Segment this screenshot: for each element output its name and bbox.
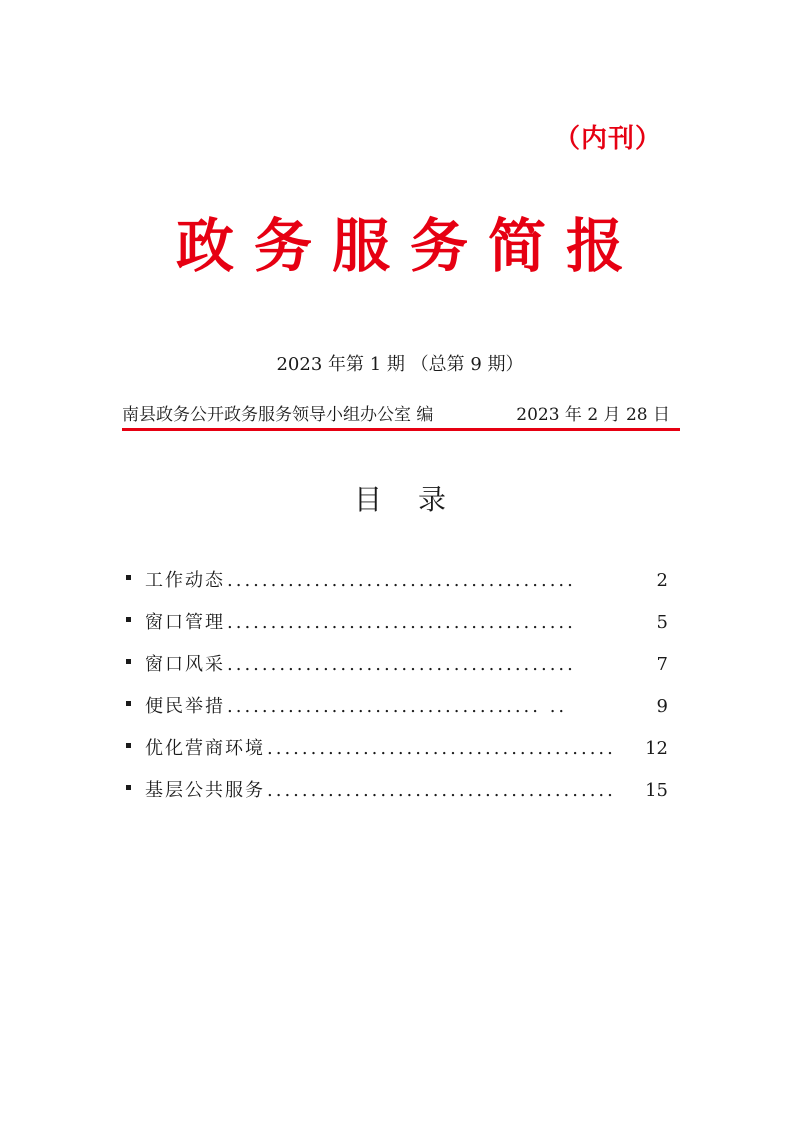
table-of-contents: [126, 566, 668, 818]
toc-leader-dots: ........................................: [227, 612, 576, 633]
toc-item-business-environment[interactable]: [126, 734, 668, 776]
bullet-icon: [126, 575, 131, 580]
bulletin-title: 政务服务简报: [175, 212, 644, 280]
bullet-icon: [126, 785, 131, 790]
toc-item-label: 窗口管理: [145, 612, 225, 633]
bullet-icon: [126, 659, 131, 664]
toc-item-label: 窗口风采: [145, 654, 225, 675]
toc-item-label: 工作动态: [145, 570, 225, 591]
toc-item-convenience-measures[interactable]: [126, 692, 668, 734]
bullet-icon: [126, 701, 131, 706]
toc-item-label: 基层公共服务: [145, 780, 265, 801]
toc-item-window-management[interactable]: [126, 608, 668, 650]
toc-page-number: 12: [645, 738, 668, 759]
masthead-row: [122, 400, 680, 428]
toc-page-number: 15: [645, 780, 668, 801]
toc-page-number: 2: [656, 570, 668, 591]
toc-heading: 目录: [353, 483, 482, 516]
toc-item-window-style[interactable]: [126, 650, 668, 692]
toc-page-number: 9: [656, 696, 668, 717]
toc-leader-dots: ........................................: [227, 654, 576, 675]
internal-publication-tag: （内刊）: [553, 124, 662, 154]
toc-item-label: 优化营商环境: [145, 738, 265, 759]
toc-page-number: 5: [656, 612, 668, 633]
toc-item-work-news[interactable]: [126, 566, 668, 608]
toc-leader-dots: ........................................: [267, 780, 616, 801]
editor-office: 南县政务公开政务服务领导小组办公室 编: [122, 405, 434, 425]
toc-leader-dots: ........................................: [267, 738, 616, 759]
bullet-icon: [126, 617, 131, 622]
toc-leader-dots: ........................................: [227, 570, 576, 591]
bullet-icon: [126, 743, 131, 748]
toc-page-number: 7: [656, 654, 668, 675]
issue-number: 2023 年第 1 期 （总第 9 期）: [276, 354, 524, 375]
toc-leader-dots: .................................... ..: [227, 696, 568, 717]
publish-date: 2023 年 2 月 28 日: [516, 405, 670, 425]
toc-item-label: 便民举措: [145, 696, 225, 717]
toc-item-grassroots-services[interactable]: [126, 776, 668, 818]
red-divider-line: [122, 428, 680, 431]
